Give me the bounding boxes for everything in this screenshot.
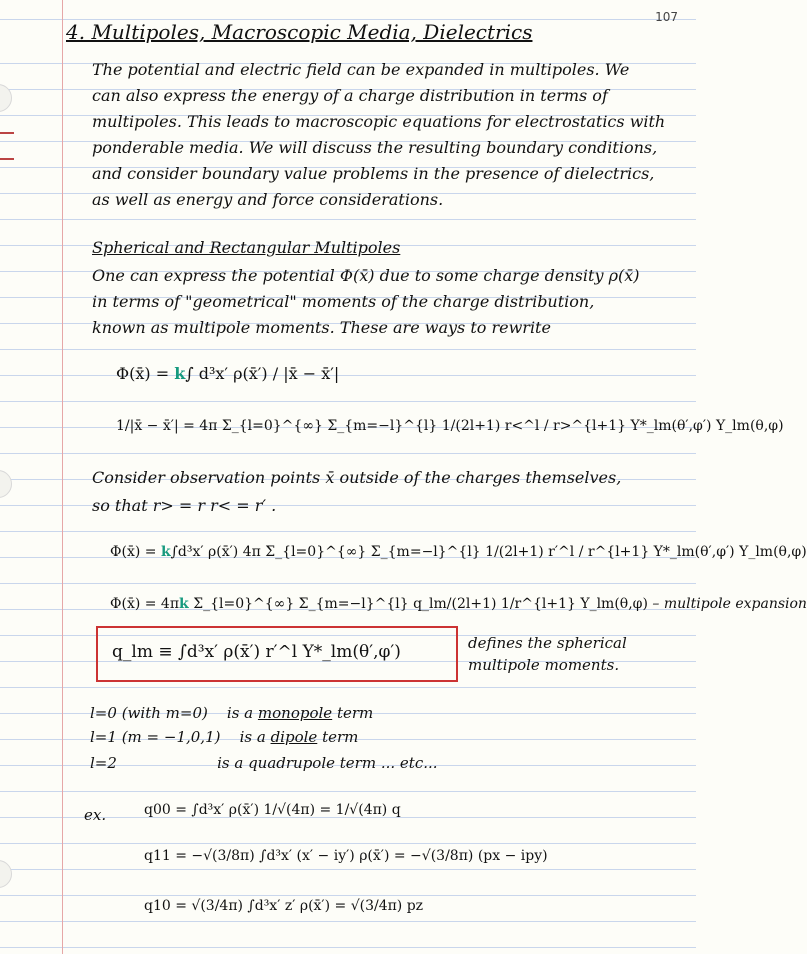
intro-line: The potential and electric field can be expanded in multipoles. We [92, 60, 630, 79]
page-number: 107 [655, 10, 678, 24]
binder-hole [0, 470, 12, 498]
multipole-moment-description: defines the spherical multipole moments. [468, 634, 627, 674]
margin-mark [0, 158, 14, 160]
q00-equation: q00 = ∫d³x′ ρ(x̄′) 1/√(4π) = 1/√(4π) q [144, 802, 401, 818]
dipole-term-line: l=1 (m = −1,0,1) is a dipole term [90, 728, 359, 746]
intro-line: as well as energy and force considerations. [92, 190, 444, 209]
binder-hole [0, 860, 12, 888]
intro-line: and consider boundary value problems in the presence of dielectrics, [92, 164, 655, 183]
consider-line: so that r> = r r< = r′ . [92, 496, 277, 515]
intro-line: can also express the energy of a charge distribution in terms of [92, 86, 608, 105]
green-function-expansion-equation: 1/|x̄ − x̄′| = 4π Σ_{l=0}^{∞} Σ_{m=−l}^{l} 1/(2l+1) r<^l / r>^{l+1} Y*_lm(θ′,φ′) Y_lm(θ,φ) [116, 418, 784, 434]
page-title: 4. Multipoles, Macroscopic Media, Dielectrics [66, 20, 533, 44]
potential-integral-equation: Φ(x̄) = k∫ d³x′ ρ(x̄′) / |x̄ − x̄′| [116, 364, 340, 383]
consider-line: Consider observation points x̄ outside of the charges themselves, [92, 468, 622, 487]
quadrupole-term-line: l=2 is a quadrupole term ... etc... [90, 754, 438, 772]
margin-line [62, 0, 63, 954]
section-line: known as multipole moments. These are ways to rewrite [92, 318, 551, 337]
q11-equation: q11 = −√(3/8π) ∫d³x′ (x′ − iy′) ρ(x̄′) = −√(3/8π) (px − ipy) [144, 848, 548, 864]
margin-mark [0, 132, 14, 134]
section-heading: Spherical and Rectangular Multipoles [92, 238, 401, 257]
intro-line: ponderable media. We will discuss the resulting boundary conditions, [92, 138, 658, 157]
binder-hole [0, 84, 12, 112]
q10-equation: q10 = √(3/4π) ∫d³x′ z′ ρ(x̄′) = √(3/4π) pz [144, 898, 424, 914]
section-line: in terms of "geometrical" moments of the charge distribution, [92, 292, 595, 311]
example-label: ex. [84, 806, 107, 824]
multipole-moment-definition: q_lm ≡ ∫d³x′ ρ(x̄′) r′^l Y*_lm(θ′,φ′) [112, 642, 401, 662]
potential-expanded-equation: Φ(x̄) = k∫d³x′ ρ(x̄′) 4π Σ_{l=0}^{∞} Σ_{m=−l}^{l} 1/(2l+1) r′^l / r^{l+1} Y*_lm(θ′,φ′) Y_lm(θ,φ) [110, 544, 807, 560]
intro-line: multipoles. This leads to macroscopic equations for electrostatics with [92, 112, 666, 131]
monopole-term-line: l=0 (with m=0) is a monopole term [90, 704, 374, 722]
section-line: One can express the potential Φ(x̄) due to some charge density ρ(x̄) [92, 266, 640, 285]
multipole-expansion-equation: Φ(x̄) = 4πk Σ_{l=0}^{∞} Σ_{m=−l}^{l} q_lm/(2l+1) 1/r^{l+1} Y_lm(θ,φ) – multipole expansion [110, 596, 807, 612]
